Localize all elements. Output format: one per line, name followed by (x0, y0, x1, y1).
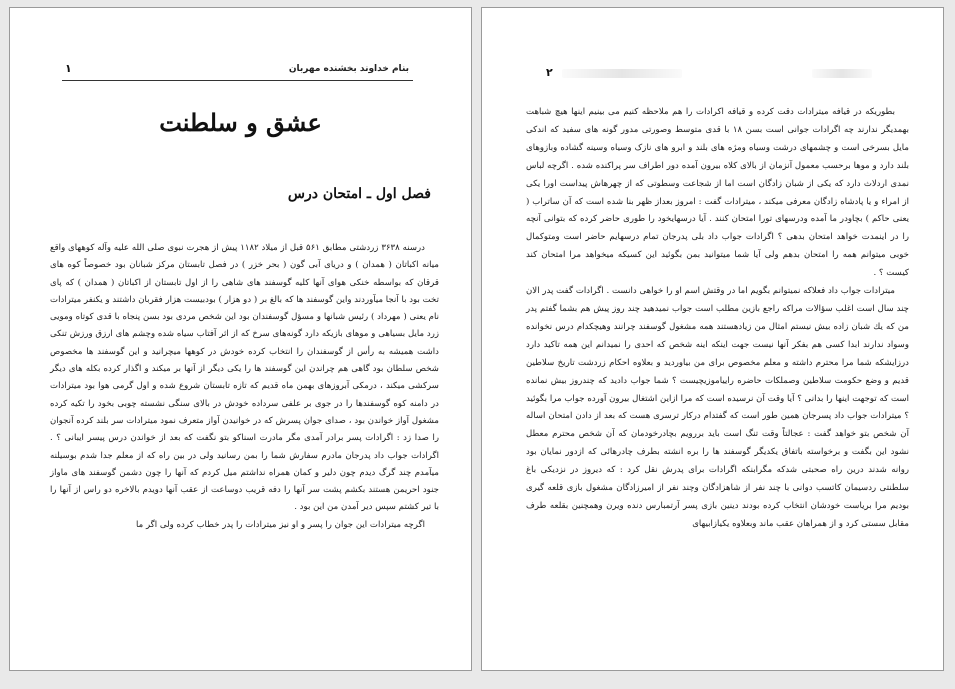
header-rule (62, 80, 413, 81)
page-number: ۱ (65, 62, 72, 75)
body-text (526, 104, 909, 534)
paragraph: بطوریکه در قیافه میترادات دقت کرده و قیافه اکرادات را هم ملاحظه کنیم می بینیم اینها هیچ شباهت بهمدیگر ندارند چه اگرادات جوانی است بسن ۱۸ با قدی متوسط وصورتی مدور گونه های سفید که اندکی مایل بسرخی است و چشمهای درشت وسیاه ومژه های بلند و ابرو های نازک وسیاه وسینه گشاده وبازوهای بلند دارد و موها برحسب معمول آنزمان از بالای کلاه بیرون آمده دور اطراف سر پراکنده شده . اگرچه لباس نمدی اردلاث دارد که یکی از شبان زادگان است اما از شجاعت وسطوتی که از چهرهاش پیداست اورا یکی از امراء و یا پادشاه زادگان معرفی میکند ، میترادات گفت : امروز بعداز ظهر بنا شده است که آن ساتراب ( یعنی حاکم ) بچاودر ما آمده ودرسهای تورا امتحان کنند . آیا درسهایخود را طوری حاضر کرده که بتوانی آنچه را در اینمدت خواهد امتحان بدهی ؟ اگرادات جواب داد بلی پدرجان تمام درسهایم حاضر است ومتوکمال خوبی میتوانم همه را امتحان بدهم ولی آیا شما میتوانید بمن بگوئید این کسیکه میخواهد مرا امتحان کند کیست ؟ . (526, 107, 909, 279)
page-header: بنام خداوند بخشنده مهربان (288, 64, 409, 74)
left-page (9, 7, 472, 671)
page-number: ۲ (546, 66, 553, 79)
faded-header (562, 69, 682, 78)
right-page (481, 7, 944, 671)
chapter-heading: فصل اول ـ امتحان درس (287, 186, 431, 202)
paragraph: اگرچه میترادات این جوان را پسر و او نیز میترادات را پدر خطاب کرده ولی اگر ما (135, 519, 425, 530)
book-title: عشق و سلطنت (159, 108, 322, 137)
body-text (50, 240, 439, 534)
paragraph: درسنه ۳۶۳۸ زردشتی مطابق ۵۶۱ قبل از میلاد ۱۱۸۲ پیش از هجرت نبوی صلی الله علیه وآله کوههای واقع میانه اکباتان ( همدان ) و دریای آبی گون ( بحر خزر ) در فصل تابستان مرکز شبانان بود خصوصاً کوه های قرقان که بواسطه خنکی هوای آنها کلیه گوسفند های شاهی را از اول تابستان از اکباتان ( همدان ) که پای تخت بود با آنجا میآوردند واین گوسفند ها که بالغ بر ( دو هزار ) بودبیست هزار فقربان داشتند و یکنفر میترادات نام یعنی ( مهرداد ) رئیس شبانها و مسؤل گوسفندان بود این شخص مردی بود بسن پنجاه با قدی کوتاه ومویی زرد مایل بسیاهی و موهای بازیکه دارد گونه‌های سرخ که از اثر آفتاب سیاه شده وچشم های ارزق ورزش تنکی داشت همیشه به رأس از گوسفندان را انتخاب کرده خودش در کوهها میچرانید و این گوسفند ها مخصوص شخص سلطان بود گاهی هم چراندن این گوسفند ها را یکی دیگر از آنها بر میکند و اگذار کرده بکله های دیگر سرکشی میکند ، درمکی آبروزهای بهمن ماه قدیم که تازه تابستان شروع شده و اول گرمی هوا بود میترادات در دامنه کوه گوسفندها را در جوی بر علفی سرداده خودش در بالای سنگی نشسته چوبی بخود را تکیه کرده مشغول آواز خواندن بود ، صدای جوان پسرش که در خوانیدن آواز متعرف نمود میترادات سر بلند کرده آنجوان را صدا زد : اگرادات پسر برادر آمدی مگر مادرت اسناکو بتو نگفت که بعد از خواندن درس پیسر ایبانی ؟ . اگرادات جواب داد پدرجان مادرم سفارش شما را بمن رسانید ولی در بین راه که از معلم جدا شدم بوسیلنه میآمدم چند گرگ دیدم چون دلیر و کمان همراه نداشتم میل کردم که آنها را چون دشمن گوسفند های ماواز جنود احریمن هستند بکشم پشت سر آنها را دفه قریب دوساعت از عقب آنها دویدم بالاخره دو راس از آنها را با تیر کشتم سپس دیر آمدن من این بود . (50, 243, 439, 513)
faded-header (812, 69, 872, 78)
paragraph: میترادات جواب داد فعلاکه نمیتوانم بگویم اما در وقتش اسم او را خواهی دانست . اگرادات گفت پدر الان چند سال است اغلب سؤالات مراکه راجع بازین مطلب است جواب نمیدهید چند روز پیش هم بشما گفتم پدر من که یك شبان زاده بیش نیستم امثال من زیادهستند همه مشغول گوسفند چرانند وهیچکدام درس نخوانده وسواد ندارند ابدا کسی هم بفکر آنها نیست جهت اینکه اینه شخص که احدی را نمیدانم این همه تاکید دارد درزایشکه شما مرا محترم داشته و معلم مخصوص برای من بیاوردید و بعلاوه احکام زردشت تاریخ سلاطین قدیم و وضع حکومت سلاطین وصملکات حاضره راییاموزیچیست ؟ شما جواب دادید که چندروز بیش نمانده است که توجهت اینها را بدانی ؟ آیا وقت آن نرسیده است که مرا ازاین اشتغال بیرون آورده جواب مرا بگوئید ؟ میترادات جواب داد پسرجان همین طور است که گفتدام درکار ترسری هست که بعد از دادن امتحان اساله آن شخص بتو خواهد گفت : عجالتاً وقت تنگ است باید بررویم بچادرخودمان که آن شخص محترم معطل نشود این بگفت و برخواسته باتفاق یکدیگر گوسفند ها را بره انشته بطرف چادرهائی که ازدور نمایان بود روانه شدند درین راه صحبتی شدکه مگرابنکه اگرادات برای پدرش نقل کرد : که دیروز در نزدیکی باغ سلطنتی ردسیمان کاتسب دوانی با چند نفر از شاهزادگان وچند نفر از امیرزادگان مشغول بازی قلعه گیری بودیم مرا بریاست خودشان انتخاب کرده بودند دینین بازی پسر آرتمبارس دنده ویرن وهمچنین بقلعه طرف مقابل سستی کرد و از همراهان عقب ماند وبعلاوه یکیازابیهای (526, 286, 909, 529)
